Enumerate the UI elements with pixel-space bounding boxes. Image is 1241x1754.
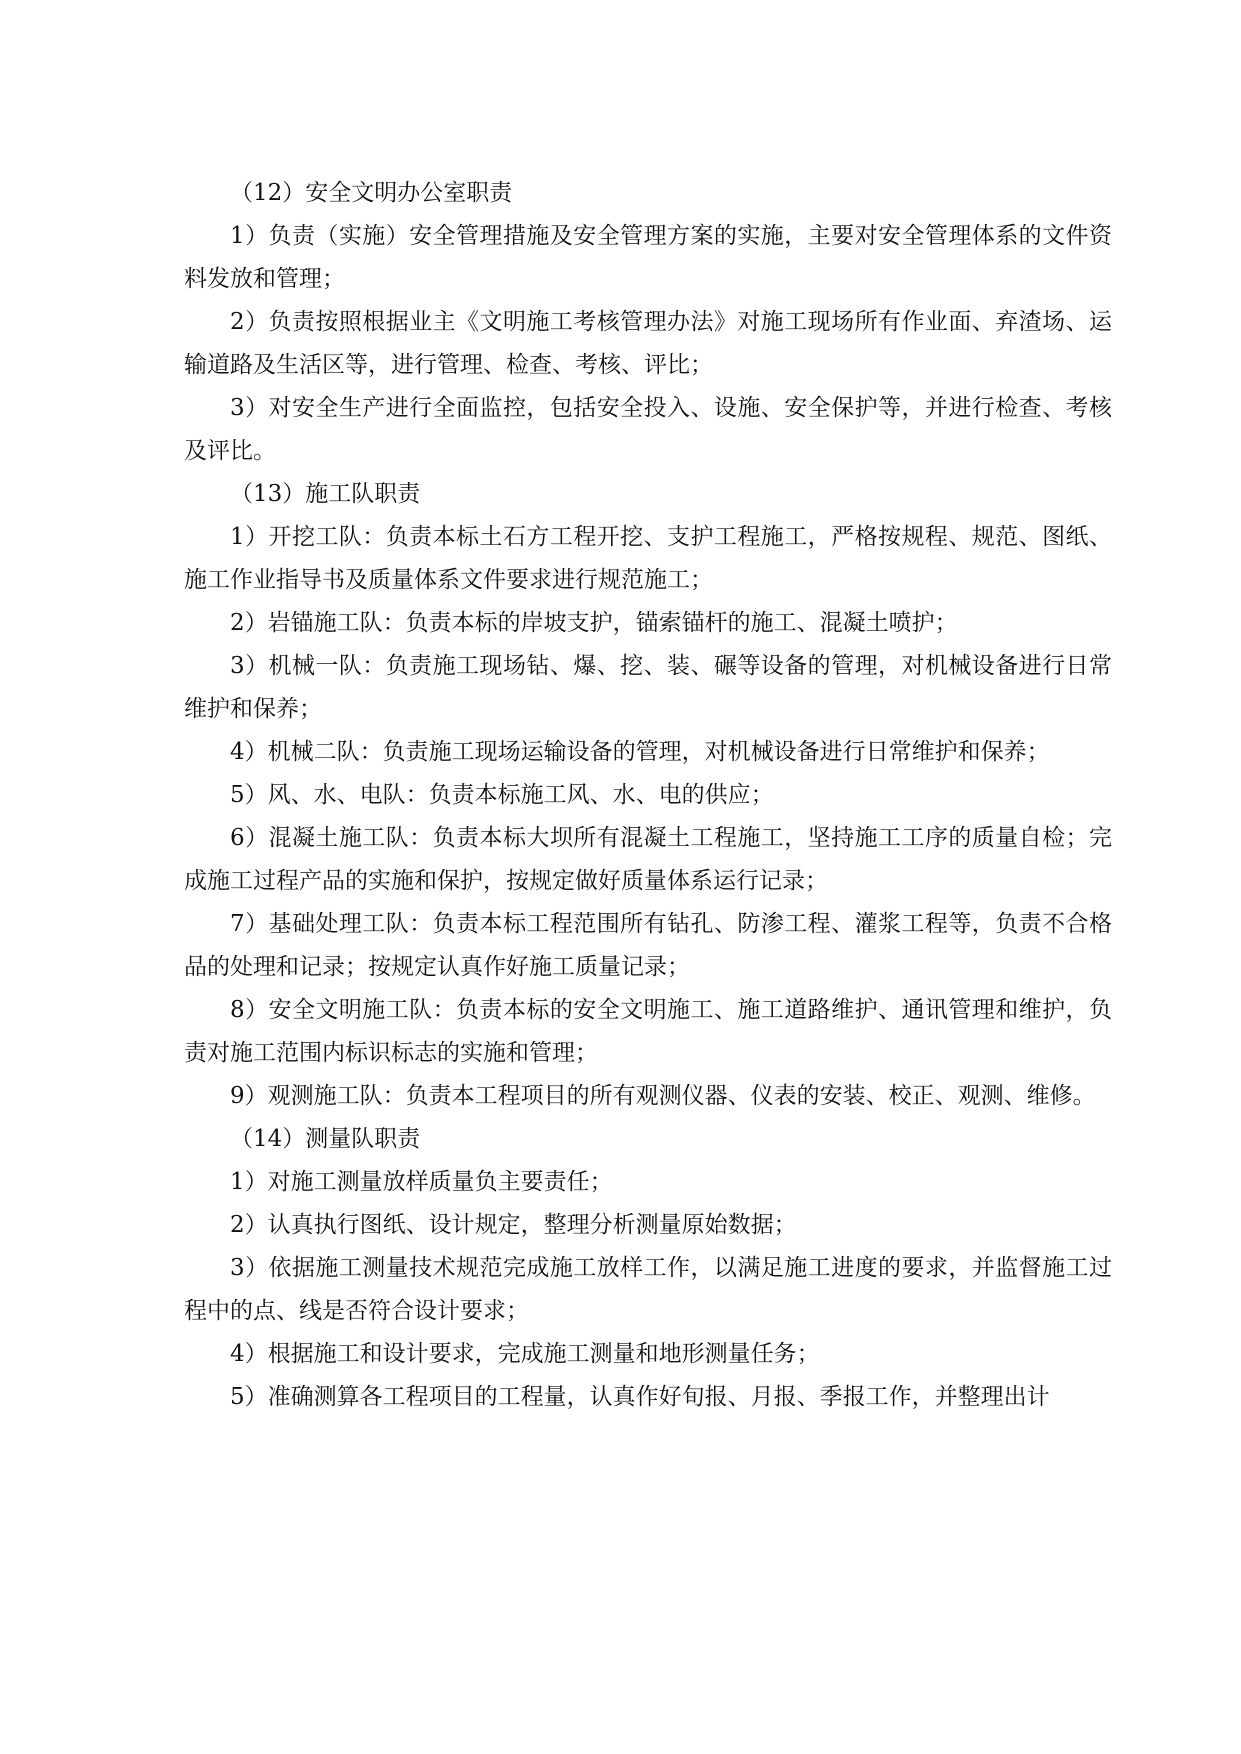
paragraph: 3）依据施工测量技术规范完成施工放样工作，以满足施工进度的要求，并监督施工过程中的点、线是否符合设计要求； bbox=[184, 1255, 1112, 1324]
paragraph: 1）开挖工队：负责本标土石方工程开挖、支护工程施工，严格按规程、规范、图纸、施工作业指导书及质量体系文件要求进行规范施工； bbox=[184, 524, 1112, 593]
paragraph: 5）准确测算各工程项目的工程量，认真作好旬报、月报、季报工作，并整理出计 bbox=[230, 1384, 1050, 1410]
paragraph: 8）安全文明施工队：负责本标的安全文明施工、施工道路维护、通讯管理和维护，负责对施工范围内标识标志的实施和管理； bbox=[184, 997, 1112, 1066]
document-body bbox=[184, 172, 1112, 1419]
paragraph: 4）机械二队：负责施工现场运输设备的管理，对机械设备进行日常维护和保养； bbox=[230, 739, 1050, 765]
section-heading-14: （14）测量队职责 bbox=[230, 1126, 421, 1152]
paragraph: 2）认真执行图纸、设计规定，整理分析测量原始数据； bbox=[230, 1212, 797, 1238]
paragraph: 3）对安全生产进行全面监控，包括安全投入、设施、安全保护等，并进行检查、考核及评比。 bbox=[184, 395, 1112, 464]
paragraph: 4）根据施工和设计要求，完成施工测量和地形测量任务； bbox=[230, 1341, 820, 1367]
paragraph: 7）基础处理工队：负责本标工程范围所有钻孔、防渗工程、灌浆工程等，负责不合格品的处理和记录；按规定认真作好施工质量记录； bbox=[184, 911, 1112, 980]
paragraph: 5）风、水、电队：负责本标施工风、水、电的供应； bbox=[230, 782, 774, 808]
paragraph: 2）岩锚施工队：负责本标的岸坡支护，锚索锚杆的施工、混凝土喷护； bbox=[230, 610, 958, 636]
paragraph: 2）负责按照根据业主《文明施工考核管理办法》对施工现场所有作业面、弃渣场、运输道路及生活区等，进行管理、检查、考核、评比； bbox=[184, 309, 1112, 378]
section-heading-12: （12）安全文明办公室职责 bbox=[230, 180, 513, 206]
paragraph: 1）对施工测量放样质量负主要责任； bbox=[230, 1169, 613, 1195]
section-heading-13: （13）施工队职责 bbox=[230, 481, 421, 507]
paragraph: 1）负责（实施）安全管理措施及安全管理方案的实施，主要对安全管理体系的文件资料发放和管理； bbox=[184, 223, 1112, 292]
paragraph: 3）机械一队：负责施工现场钻、爆、挖、装、碾等设备的管理，对机械设备进行日常维护和保养； bbox=[184, 653, 1112, 722]
paragraph: 6）混凝土施工队：负责本标大坝所有混凝土工程施工，坚持施工工序的质量自检；完成施工过程产品的实施和保护，按规定做好质量体系运行记录； bbox=[184, 825, 1112, 894]
paragraph: 9）观测施工队：负责本工程项目的所有观测仪器、仪表的安装、校正、观测、维修。 bbox=[230, 1083, 1096, 1109]
